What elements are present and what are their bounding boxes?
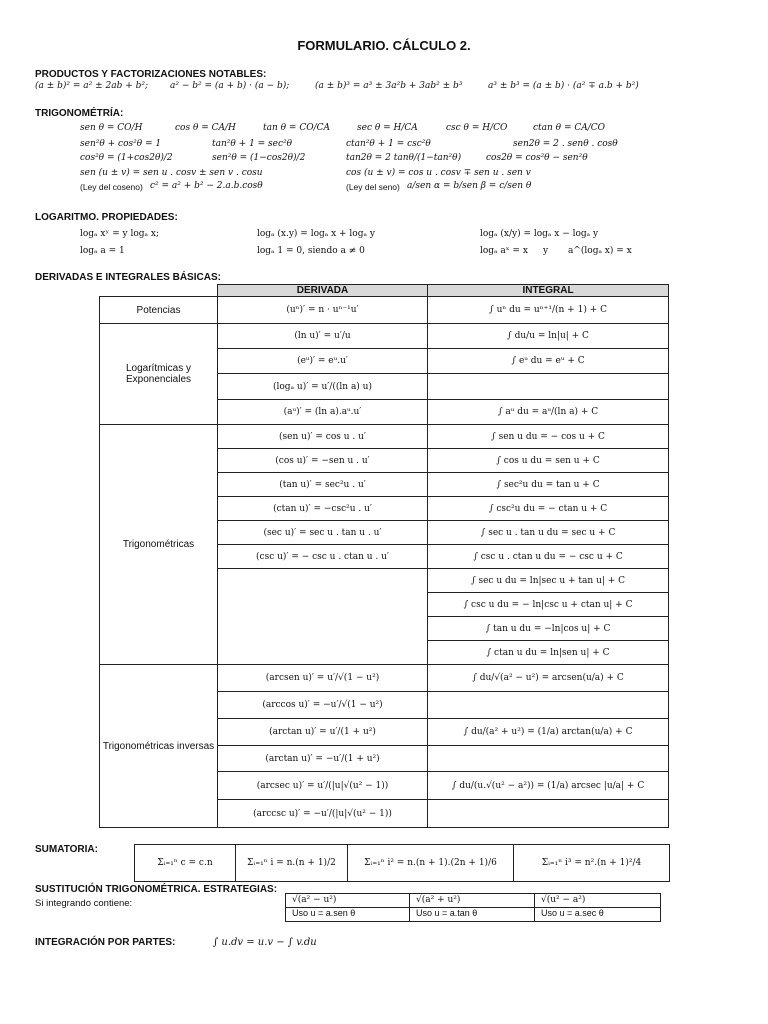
log-prop-inversa: logₐ aˣ = x (480, 246, 528, 256)
ley-seno-label: (Ley del seno) (346, 182, 400, 192)
ley-coseno: c² = a² + b² − 2.a.b.cosθ (150, 181, 263, 191)
trig-pitagoras-1: sen²θ + cos²θ = 1 (80, 139, 162, 149)
productos-heading: PRODUCTOS Y FACTORIZACIONES NOTABLES: (35, 69, 267, 80)
sustitucion-caso-tangente (410, 894, 535, 921)
ley-seno: a/sen α = b/sen β = c/sen θ (407, 181, 532, 191)
cat-trig-inversas: Trigonométricas inversas (100, 665, 218, 828)
log-prop-cociente: logₐ (x/y) = logₐ x − logₐ y (480, 229, 599, 239)
cat-trigonometricas: Trigonométricas (100, 425, 218, 665)
i-loga-empty (428, 374, 669, 400)
sustitucion-intro: Si integrando contiene: (35, 898, 133, 909)
trig-suma-sen: sen (u ± v) = sen u . cosv ± sen v . cosu (80, 168, 263, 178)
cat-log-line1: Logarítmicas y (125, 363, 192, 374)
sum-i: Σᵢ₌₁ⁿ i = n.(n + 1)/2 (236, 845, 348, 881)
i-secu: ∫ sec u du = ln|sec u + tan u| + C (428, 569, 669, 593)
trig-tan-doble: tan2θ = 2 tanθ/(1−tan²θ) (346, 153, 462, 163)
trig-sen: sen θ = CO/H (80, 123, 143, 133)
d-arcctan: (arctan u)′ = −u′/(1 + u²) (218, 746, 428, 772)
trig-csc: csc θ = H/CO (446, 123, 508, 133)
cat-log-line2: Exponenciales (125, 374, 192, 385)
caso-secante-uso: Uso u = a.sec θ (541, 908, 604, 918)
caso-secante-raiz: √(u² − a²) (541, 895, 586, 905)
i-arccsc-empty (428, 800, 669, 828)
i-arcsen: ∫ du/√(a² − u²) = arcsen(u/a) + C (428, 665, 669, 692)
formula-suma-cubos: a³ ± b³ = (a ± b) · (a² ∓ a.b + b²) (488, 81, 639, 91)
trig-heading: TRIGONOMÉTRÍA: (35, 108, 124, 119)
sumatoria-box (134, 844, 670, 882)
trig-suma-cos: cos (u ± v) = cos u . cosv ∓ sen u . sen v (346, 168, 531, 178)
table-row (100, 297, 669, 324)
d-ln: (ln u)′ = u′/u (218, 324, 428, 349)
derivadas-integrales-table (99, 284, 669, 828)
sustitucion-caso-secante (535, 894, 660, 921)
sustitucion-box (285, 893, 661, 922)
i-cos: ∫ cos u du = sen u + C (428, 449, 669, 473)
d-sen: (sen u)′ = cos u . u′ (218, 425, 428, 449)
table-row (100, 665, 669, 692)
d-tan: (tan u)′ = sec²u . u′ (218, 473, 428, 497)
sustitucion-caso-seno (286, 894, 410, 921)
sumatoria-heading: SUMATORIA: (35, 844, 98, 855)
page-title: FORMULARIO. CÁLCULO 2. (297, 38, 471, 53)
trig-sen-cuadrado: sen²θ = (1−cos2θ)/2 (212, 153, 306, 163)
caso-tangente-uso: Uso u = a.tan θ (416, 908, 478, 918)
ley-coseno-label: (Ley del coseno) (80, 182, 143, 192)
i-arcsec: ∫ du/(u.√(u² − a²)) = (1/a) arcsec |u/a| + C (428, 772, 669, 800)
sum-constante: Σᵢ₌₁ⁿ c = c.n (135, 845, 236, 881)
log-prop-producto: logₐ (x.y) = logₐ x + logₐ y (257, 229, 375, 239)
i-au: ∫ aᵘ du = aᵘ/(ln a) + C (428, 400, 669, 425)
i-cscctan: ∫ csc u . ctan u du = − csc u + C (428, 545, 669, 569)
table-row (100, 324, 669, 349)
partes-heading: INTEGRACIÓN POR PARTES: (35, 937, 176, 948)
d-ctan: (ctan u)′ = −csc²u . u′ (218, 497, 428, 521)
d-potencia: (uⁿ)′ = n · uⁿ⁻¹u′ (218, 297, 428, 324)
i-arccos-empty (428, 692, 669, 719)
d-arcsec: (arcsec u)′ = u′/(|u|√(u² − 1)) (218, 772, 428, 800)
cat-logaritmicas (100, 324, 218, 425)
d-arcsen: (arcsen u)′ = u′/√(1 − u²) (218, 665, 428, 692)
sum-i-cuadrado: Σᵢ₌₁ⁿ i² = n.(n + 1).(2n + 1)/6 (348, 845, 514, 881)
i-cscu: ∫ csc u du = − ln|csc u + ctan u| + C (428, 593, 669, 617)
trig-tan: tan θ = CO/CA (263, 123, 331, 133)
i-ln: ∫ du/u = ln|u| + C (428, 324, 669, 349)
sustitucion-heading: SUSTITUCIÓN TRIGONOMÉTRICA. ESTRATEGIAS: (35, 884, 278, 895)
d-loga: (logₐ u)′ = u′/((ln a) u) (218, 374, 428, 400)
caso-seno-raiz: √(a² − u²) (292, 895, 337, 905)
partes-formula: ∫ u.dv = u.v − ∫ v.du (213, 937, 317, 948)
trig-pitagoras-2: tan²θ + 1 = sec²θ (212, 139, 293, 149)
table-header-row (100, 285, 669, 297)
i-sen: ∫ sen u du = − cos u + C (428, 425, 669, 449)
trig-cos: cos θ = CA/H (175, 123, 236, 133)
log-prop-base: logₐ a = 1 (80, 246, 125, 256)
log-prop-uno: logₐ 1 = 0, siendo a ≠ 0 (257, 246, 365, 256)
i-ctanu: ∫ ctan u du = ln|sen u| + C (428, 641, 669, 665)
i-tanu: ∫ tan u du = −ln|cos u| + C (428, 617, 669, 641)
i-arcctan-empty (428, 746, 669, 772)
i-arctan: ∫ du/(a² + u²) = (1/a) arctan(u/a) + C (428, 719, 669, 746)
header-empty (100, 285, 218, 297)
caso-tangente-raiz: √(a² + u²) (416, 895, 461, 905)
i-potencia: ∫ uⁿ du = uⁿ⁺¹/(n + 1) + C (428, 297, 669, 324)
trig-sec: sec θ = H/CA (357, 123, 418, 133)
trig-ctan: ctan θ = CA/CO (533, 123, 606, 133)
trig-pitagoras-3: ctan²θ + 1 = csc²θ (346, 139, 431, 149)
d-exp: (eᵘ)′ = eᵘ.u′ (218, 349, 428, 374)
table-row (100, 425, 669, 449)
sum-i-cubo: Σᵢ₌₁ⁿ i³ = n².(n + 1)²/4 (541, 858, 642, 868)
d-cos: (cos u)′ = −sen u . u′ (218, 449, 428, 473)
header-integral: INTEGRAL (428, 285, 669, 297)
i-csc2: ∫ csc²u du = − ctan u + C (428, 497, 669, 521)
i-sectan: ∫ sec u . tan u du = sec u + C (428, 521, 669, 545)
caso-seno-uso: Uso u = a.sen θ (292, 908, 356, 918)
log-prop-exponencial: a^(logₐ x) = x (568, 246, 632, 256)
header-derivada: DERIVADA (218, 285, 428, 297)
trig-doble-cos: cos2θ = cos²θ − sen²θ (486, 153, 588, 163)
i-exp: ∫ eᵘ du = eᵘ + C (428, 349, 669, 374)
trig-cos-cuadrado: cos²θ = (1+cos2θ)/2 (80, 153, 173, 163)
d-sec: (sec u)′ = sec u . tan u . u′ (218, 521, 428, 545)
formula-binomio-cuadrado: (a ± b)² = a² ± 2ab + b²; (35, 81, 149, 91)
d-au: (aᵘ)′ = (ln a).aᵘ.u′ (218, 400, 428, 425)
derivadas-heading: DERIVADAS E INTEGRALES BÁSICAS: (35, 272, 221, 283)
formula-diferencia-cuadrados: a² − b² = (a + b) · (a − b); (170, 81, 290, 91)
log-prop-potencia: logₐ xʸ = y logₐ x; (80, 229, 159, 239)
i-sec2: ∫ sec²u du = tan u + C (428, 473, 669, 497)
d-arccos: (arccos u)′ = −u′/√(1 − u²) (218, 692, 428, 719)
cat-potencias: Potencias (100, 297, 218, 324)
d-arctan: (arctan u)′ = u′/(1 + u²) (218, 719, 428, 746)
formula-binomio-cubo: (a ± b)³ = a³ ± 3a²b + 3ab² ± b³ (315, 81, 463, 91)
log-separador: y (543, 246, 549, 256)
trig-doble-sen: sen2θ = 2 . senθ . cosθ (513, 139, 618, 149)
d-arccsc: (arccsc u)′ = −u′/(|u|√(u² − 1)) (218, 800, 428, 828)
d-trig-empty (218, 569, 428, 665)
d-csc: (csc u)′ = − csc u . ctan u . u′ (218, 545, 428, 569)
log-heading: LOGARITMO. PROPIEDADES: (35, 212, 178, 223)
